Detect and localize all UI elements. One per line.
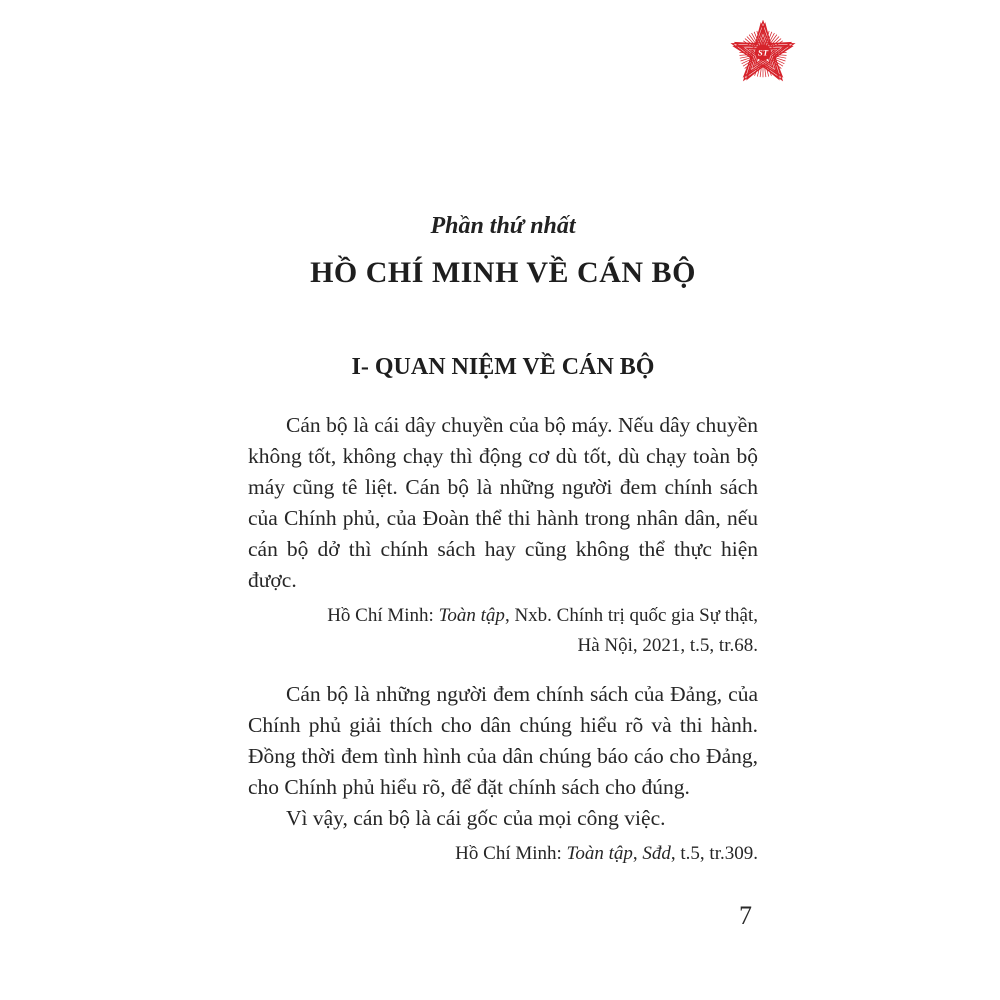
page-number: 7 xyxy=(739,901,752,930)
quote-paragraph: Cán bộ là những người đem chính sách của Đảng, của Chính phủ giải thích cho dân chúng hiểu rõ và thi hành. Đồng thời đem tình hình của dân chúng báo cáo cho Đảng, cho Chính phủ hiểu rõ, để đặt chính sách cho đúng. xyxy=(248,682,758,799)
page-content xyxy=(248,0,758,869)
citation-line: Hồ Chí Minh: Toàn tập, Sđd, t.5, tr.309. xyxy=(455,843,758,864)
part-title: HỒ CHÍ MINH VỀ CÁN BỘ xyxy=(310,256,696,289)
quote-block xyxy=(248,679,758,869)
quote-paragraphs xyxy=(248,410,758,596)
quote-paragraphs xyxy=(248,679,758,834)
citation-line: Hồ Chí Minh: Toàn tập, Nxb. Chính trị quốc gia Sự thật, xyxy=(327,605,758,626)
quotes xyxy=(248,410,758,869)
quote-paragraph: Cán bộ là cái dây chuyền của bộ máy. Nếu dây chuyền không tốt, không chạy thì động cơ dù tốt, dù chạy toàn bộ máy cũng tê liệt. Cán bộ là những người đem chính sách của Chính phủ, của Đoàn thể thi hành trong nhân dân, nếu cán bộ dở thì chính sách hay cũng không thể thực hiện được. xyxy=(248,413,758,592)
section-title: I- QUAN NIỆM VỀ CÁN BỘ xyxy=(351,354,655,380)
logo-monogram: ST xyxy=(757,47,769,58)
citation xyxy=(248,839,758,869)
quote-block xyxy=(248,410,758,661)
part-label: Phần thứ nhất xyxy=(430,213,576,239)
citation-line: Hà Nội, 2021, t.5, tr.68. xyxy=(577,635,758,656)
quote-paragraph: Vì vậy, cán bộ là cái gốc của mọi công việc. xyxy=(286,806,666,830)
citation xyxy=(248,601,758,661)
